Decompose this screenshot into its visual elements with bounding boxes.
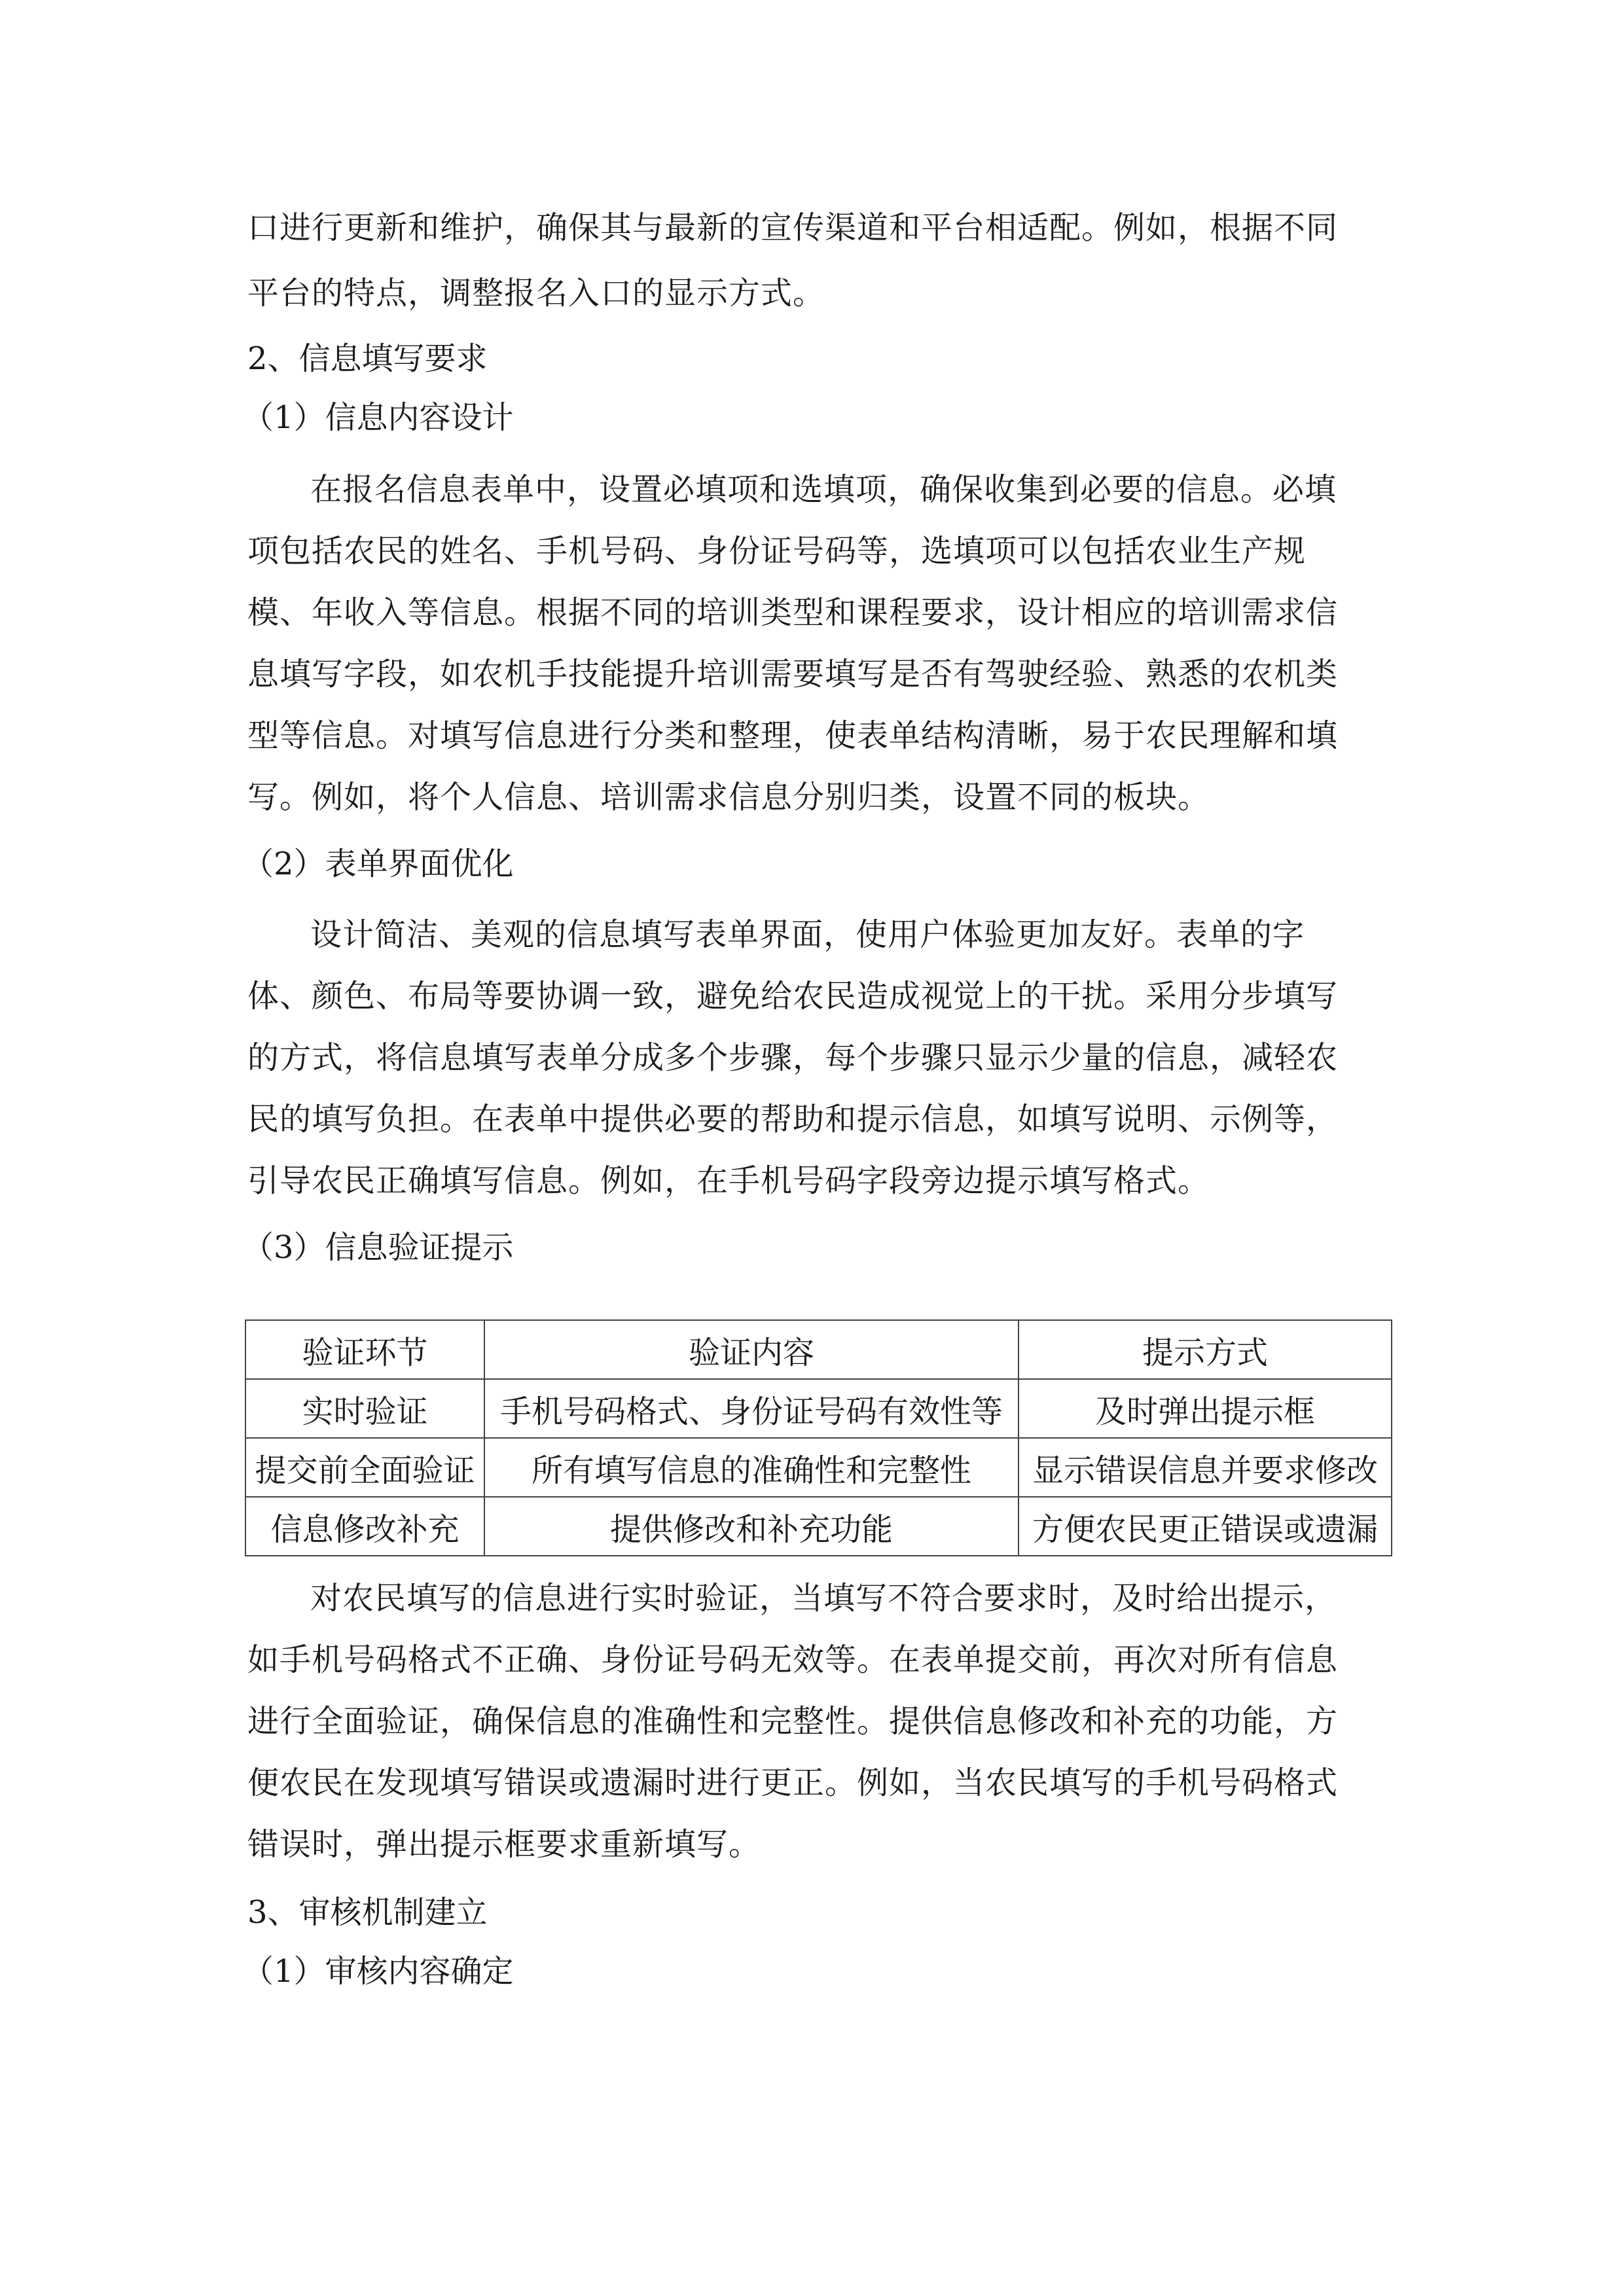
paragraph-line: 错误时，弹出提示框要求重新填写。	[247, 1826, 761, 1863]
subsection-heading: （3）信息验证提示	[242, 1229, 514, 1266]
paragraph-line: 模、年收入等信息。根据不同的培训类型和课程要求，设计相应的培训需求信	[247, 594, 1339, 631]
table-cell: 方便农民更正错误或遗漏	[1019, 1497, 1392, 1556]
table-cell: 提供修改和补充功能	[484, 1497, 1019, 1556]
table-row	[245, 1379, 1392, 1438]
paragraph-line: 写。例如，将个人信息、培训需求信息分别归类，设置不同的板块。	[247, 779, 1210, 816]
table-header-cell: 验证环节	[245, 1320, 484, 1379]
verification-table	[245, 1319, 1392, 1556]
paragraph-line: 体、颜色、布局等要协调一致，避免给农民造成视觉上的干扰。采用分步填写	[247, 978, 1339, 1014]
table-cell: 显示错误信息并要求修改	[1019, 1438, 1392, 1497]
table-row	[245, 1497, 1392, 1556]
section-heading: 2、信息填写要求	[247, 340, 488, 377]
paragraph-line: 便农民在发现填写错误或遗漏时进行更正。例如，当农民填写的手机号码格式	[247, 1765, 1339, 1801]
subsection-heading: （1）审核内容确定	[242, 1953, 514, 1990]
paragraph-line: 在报名信息表单中，设置必填项和选填项，确保收集到必要的信息。必填	[310, 471, 1337, 508]
paragraph-line: 息填写字段，如农机手技能提升培训需要填写是否有驾驶经验、熟悉的农机类	[247, 656, 1339, 692]
paragraph-line: 如手机号码格式不正确、身份证号码无效等。在表单提交前，再次对所有信息	[247, 1641, 1339, 1678]
paragraph-line: 的方式，将信息填写表单分成多个步骤，每个步骤只显示少量的信息，减轻农	[247, 1039, 1339, 1076]
subsection-heading: （1）信息内容设计	[242, 399, 514, 436]
table-header-cell: 验证内容	[484, 1320, 1019, 1379]
section-heading: 3、审核机制建立	[247, 1894, 488, 1931]
table-cell: 实时验证	[245, 1379, 484, 1438]
paragraph-line: 进行全面验证，确保信息的准确性和完整性。提供信息修改和补充的功能，方	[247, 1703, 1339, 1740]
table-cell: 提交前全面验证	[245, 1438, 484, 1497]
paragraph-line: 引导农民正确填写信息。例如，在手机号码字段旁边提示填写格式。	[247, 1162, 1210, 1199]
table-header-cell: 提示方式	[1019, 1320, 1392, 1379]
paragraph-line: 平台的特点，调整报名入口的显示方式。	[247, 275, 825, 312]
subsection-heading: （2）表单界面优化	[242, 846, 514, 882]
paragraph-line: 民的填写负担。在表单中提供必要的帮助和提示信息，如填写说明、示例等，	[247, 1101, 1339, 1138]
table-header-row	[245, 1320, 1392, 1379]
paragraph-line: 口进行更新和维护，确保其与最新的宣传渠道和平台相适配。例如，根据不同	[247, 209, 1339, 246]
table-cell: 及时弹出提示框	[1019, 1379, 1392, 1438]
paragraph-line: 型等信息。对填写信息进行分类和整理，使表单结构清晰，易于农民理解和填	[247, 717, 1339, 754]
table-cell: 所有填写信息的准确性和完整性	[484, 1438, 1019, 1497]
paragraph-line: 项包括农民的姓名、手机号码、身份证号码等，选填项可以包括农业生产规	[247, 533, 1307, 569]
paragraph-line: 对农民填写的信息进行实时验证，当填写不符合要求时，及时给出提示，	[310, 1580, 1337, 1617]
paragraph-line: 设计简洁、美观的信息填写表单界面，使用户体验更加友好。表单的字	[310, 916, 1305, 953]
table-cell: 手机号码格式、身份证号码有效性等	[484, 1379, 1019, 1438]
table-row	[245, 1438, 1392, 1497]
table-cell: 信息修改补充	[245, 1497, 484, 1556]
